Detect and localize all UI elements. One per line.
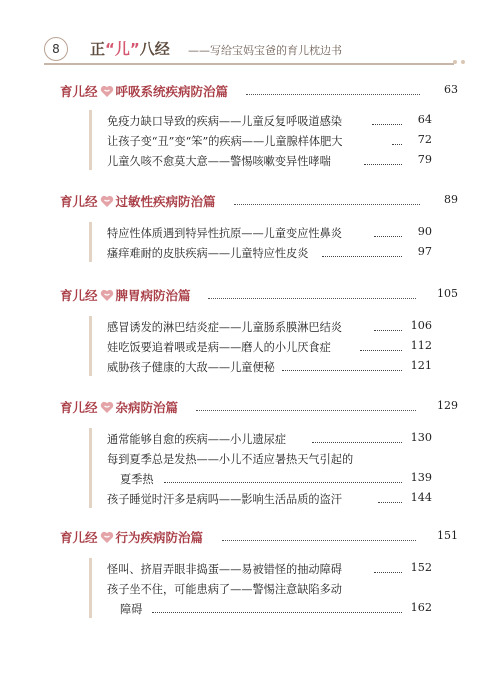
leader-dots (374, 236, 402, 237)
decorative-dot-icon (461, 60, 465, 64)
leader-dots (374, 572, 402, 573)
decorative-dot-icon (453, 60, 457, 64)
section-page: 151 (437, 529, 458, 542)
page-number: 8 (44, 37, 68, 61)
entry-list (89, 428, 432, 508)
section-page: 105 (437, 287, 458, 300)
section-prefix: 育儿经 (60, 530, 98, 545)
leader-dots (374, 330, 402, 331)
entry-page: 64 (417, 113, 432, 126)
toc-entry[interactable] (92, 242, 432, 262)
toc-entry[interactable] (92, 336, 432, 356)
entry-title-continued: 障碍 (120, 603, 143, 616)
toc-entry[interactable] (92, 578, 432, 618)
entry-page: 121 (410, 359, 432, 372)
leader-dots (246, 94, 420, 95)
leader-dots (222, 540, 416, 541)
heart-icon (100, 531, 114, 544)
section-heading[interactable] (60, 82, 458, 100)
entry-list (89, 558, 432, 618)
leader-dots (164, 482, 402, 483)
section-prefix: 育儿经 (60, 400, 98, 415)
entry-page: 139 (410, 471, 432, 484)
leader-dots (378, 502, 402, 503)
entry-page: 97 (417, 245, 432, 258)
section-heading[interactable] (60, 286, 458, 304)
section-prefix: 育儿经 (60, 288, 98, 303)
toc-entry[interactable] (92, 222, 432, 242)
section-page: 63 (444, 83, 458, 96)
toc-entry[interactable] (92, 130, 432, 150)
leader-dots (196, 410, 416, 411)
section-title (60, 398, 178, 416)
entry-title: 特应性体质遇到特异性抗原——儿童变应性鼻炎 (107, 227, 342, 240)
entry-title: 孩子睡觉时汗多是病吗——影响生活品质的盗汗 (107, 493, 342, 506)
book-title-part1: 正 (90, 40, 106, 58)
header-rule (44, 63, 454, 65)
leader-dots (322, 256, 402, 257)
entry-title-continued: 夏季热 (120, 473, 154, 486)
entry-title: 让孩子变“丑”变“笨”的疾病——儿童腺样体肥大 (107, 135, 343, 148)
entry-list (89, 316, 432, 376)
leader-dots (234, 204, 420, 205)
section-name: 呼吸系统疾病防治篇 (115, 84, 229, 99)
leader-dots (392, 144, 402, 145)
entry-page: 90 (417, 225, 432, 238)
toc-entry[interactable] (92, 558, 432, 578)
book-title-part2: “儿” (105, 40, 140, 58)
book-title (90, 38, 170, 59)
entry-page: 79 (417, 153, 432, 166)
section-prefix: 育儿经 (60, 194, 98, 209)
section-name: 行为疾病防治篇 (115, 530, 204, 545)
entry-page: 162 (410, 601, 432, 614)
entry-title: 威胁孩子健康的大敌——儿童便秘 (107, 361, 275, 374)
toc-entry[interactable] (92, 448, 432, 488)
toc-entry[interactable] (92, 316, 432, 336)
leader-dots (208, 298, 416, 299)
entry-page: 130 (410, 431, 432, 444)
entry-page: 106 (410, 319, 432, 332)
toc-entry[interactable] (92, 488, 432, 508)
section-title (60, 286, 191, 304)
section-heading[interactable] (60, 398, 458, 416)
section-title (60, 528, 203, 546)
leader-dots (312, 442, 402, 443)
heart-icon (100, 85, 114, 98)
entry-title: 怪叫、挤眉弄眼非捣蛋——易被错怪的抽动障碍 (107, 563, 342, 576)
page-header (0, 0, 499, 66)
section-name: 杂病防治篇 (115, 400, 179, 415)
entry-page: 152 (410, 561, 432, 574)
section-title (60, 192, 216, 210)
leader-dots (360, 350, 402, 351)
toc-entry[interactable] (92, 150, 432, 170)
book-title-part3: 八经 (139, 40, 170, 58)
leader-dots (364, 164, 402, 165)
section-page: 89 (444, 193, 458, 206)
entry-page: 144 (410, 491, 432, 504)
section-heading[interactable] (60, 192, 458, 210)
section-page: 129 (437, 399, 458, 412)
heart-icon (100, 195, 114, 208)
leader-dots (282, 370, 402, 371)
entry-page: 112 (410, 339, 432, 352)
leader-dots (372, 124, 402, 125)
section-title (60, 82, 228, 100)
entry-title: 瘙痒难耐的皮肤疾病——儿童特应性皮炎 (107, 247, 309, 260)
entry-list (89, 110, 432, 170)
entry-title: 娃吃饭要追着喂或是病——磨人的小儿厌食症 (107, 341, 331, 354)
entry-page: 72 (417, 133, 432, 146)
entry-title: 通常能够自愈的疾病——小儿遗尿症 (107, 433, 287, 446)
entry-list (89, 222, 432, 262)
toc-entry[interactable] (92, 356, 432, 376)
section-heading[interactable] (60, 528, 458, 546)
toc-entry[interactable] (92, 110, 432, 130)
section-name: 脾胃病防治篇 (115, 288, 191, 303)
toc-entry[interactable] (92, 428, 432, 448)
leader-dots (152, 612, 402, 613)
heart-icon (100, 289, 114, 302)
section-prefix: 育儿经 (60, 84, 98, 99)
entry-title: 儿童久咳不愈莫大意——警惕咳嗽变异性哮喘 (107, 155, 331, 168)
entry-title: 感冒诱发的淋巴结炎症——儿童肠系膜淋巴结炎 (107, 321, 342, 334)
book-subtitle: ——写给宝妈宝爸的育儿枕边书 (188, 44, 342, 57)
entry-title: 每到夏季总是发热——小儿不适应暑热天气引起的 (107, 453, 354, 466)
entry-title: 免疫力缺口导致的疾病——儿童反复呼吸道感染 (107, 115, 342, 128)
heart-icon (100, 401, 114, 414)
entry-title: 孩子坐不住，可能患病了——警惕注意缺陷多动 (107, 583, 342, 596)
section-name: 过敏性疾病防治篇 (115, 194, 216, 209)
